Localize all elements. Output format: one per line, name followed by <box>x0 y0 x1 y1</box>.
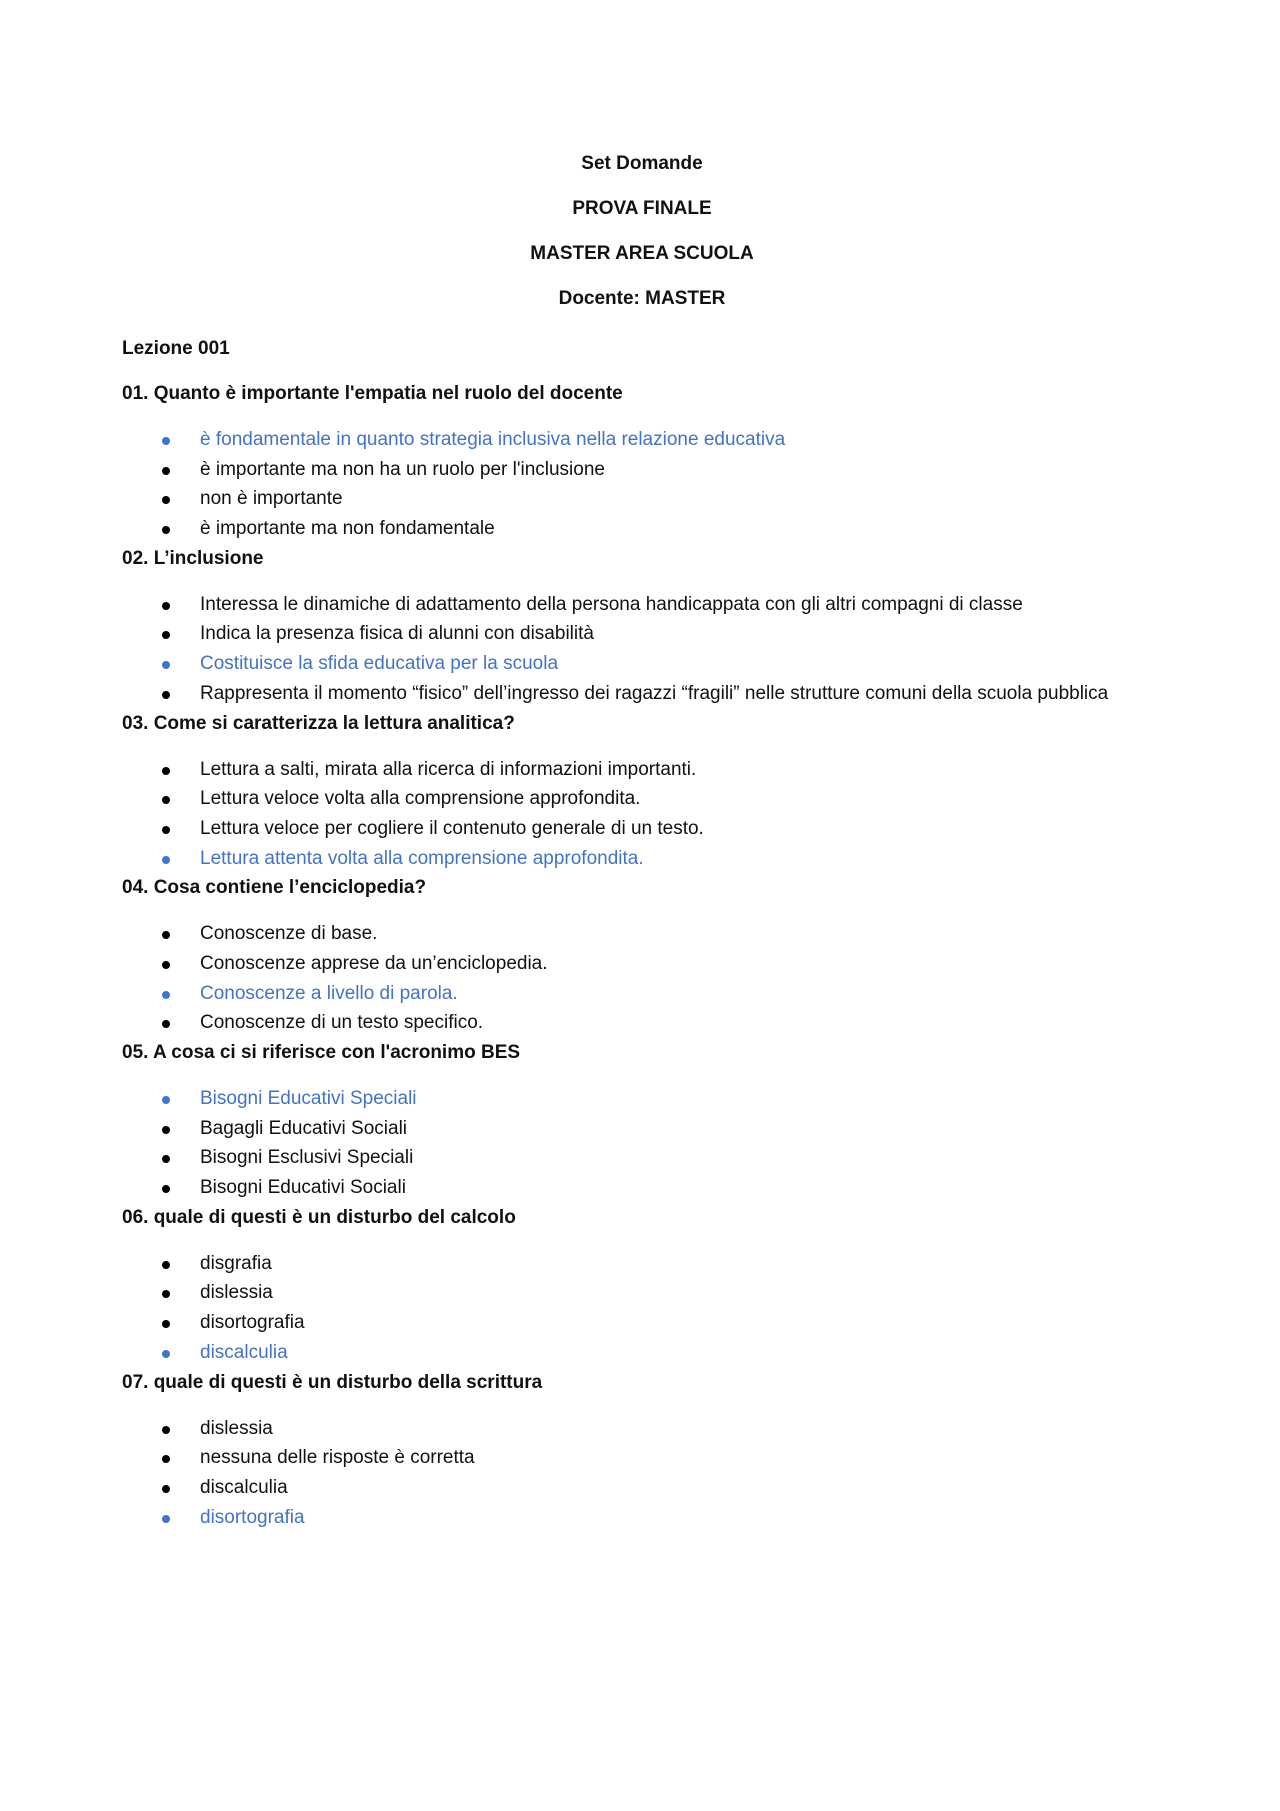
document-header <box>0 153 1280 333</box>
answer-text: Conoscenze di base. <box>200 923 378 945</box>
answer-text: Bisogni Esclusivi Speciali <box>200 1147 414 1169</box>
answer-item-correct <box>122 429 1222 451</box>
answer-item <box>122 1118 1222 1140</box>
answer-text: Indica la presenza fisica di alunni con disabilità <box>200 623 594 645</box>
answer-text: discalculia <box>200 1341 288 1363</box>
answer-text: discalculia <box>200 1476 288 1498</box>
answer-text: disortografia <box>200 1312 305 1334</box>
bullet-icon <box>162 1261 170 1269</box>
answer-text: Lettura a salti, mirata alla ricerca di informazioni importanti. <box>200 758 697 780</box>
answer-text: Conoscenze apprese da un’enciclopedia. <box>200 952 548 974</box>
bullet-icon <box>162 496 170 504</box>
question-title: 05. A cosa ci si riferisce con l'acronimo BES <box>122 1042 521 1063</box>
answer-text: Lettura veloce volta alla comprensione approfondita. <box>200 788 641 810</box>
lesson-heading: Lezione 001 <box>122 338 230 359</box>
answer-text: Lettura veloce per cogliere il contenuto generale di un testo. <box>200 817 704 839</box>
answer-list <box>122 1088 1222 1199</box>
doc-subtitle: PROVA FINALE <box>572 198 712 219</box>
answer-item <box>122 459 1222 481</box>
answer-list <box>122 759 1222 870</box>
question-title: 06. quale di questi è un disturbo del calcolo <box>122 1206 516 1228</box>
bullet-icon <box>162 991 170 999</box>
answer-item <box>122 953 1222 975</box>
question-title: 02. L’inclusione <box>122 547 264 569</box>
bullet-icon <box>162 1320 170 1328</box>
answer-item-correct <box>122 1342 1222 1364</box>
answer-item <box>122 1012 1222 1034</box>
answer-text: è importante ma non fondamentale <box>200 518 495 540</box>
question-title: 03. Come si caratterizza la lettura analitica? <box>122 712 515 734</box>
bullet-icon <box>162 661 170 669</box>
question-list <box>122 383 1222 1529</box>
bullet-icon <box>162 1426 170 1434</box>
bullet-icon <box>162 526 170 534</box>
answer-item <box>122 1253 1222 1275</box>
answer-item <box>122 683 1222 705</box>
answer-text: Costituisce la sfida educativa per la scuola <box>200 653 559 675</box>
bullet-icon <box>162 1126 170 1134</box>
answer-item-correct <box>122 848 1222 870</box>
answer-item <box>122 488 1222 510</box>
bullet-icon <box>162 826 170 834</box>
answer-item-correct <box>122 1088 1222 1110</box>
questions-content <box>122 338 1222 1536</box>
bullet-icon <box>162 1485 170 1493</box>
bullet-icon <box>162 437 170 445</box>
answer-item <box>122 759 1222 781</box>
question-block <box>122 548 1222 705</box>
answer-text: Bisogni Educativi Sociali <box>200 1177 406 1199</box>
answer-item <box>122 788 1222 810</box>
answer-list <box>122 594 1222 705</box>
answer-item <box>122 1282 1222 1304</box>
doc-course: MASTER AREA SCUOLA <box>530 243 754 264</box>
answer-text: Conoscenze di un testo specifico. <box>200 1012 484 1034</box>
answer-item <box>122 1147 1222 1169</box>
answer-text: è fondamentale in quanto strategia inclusiva nella relazione educativa <box>200 429 786 450</box>
answer-text: Lettura attenta volta alla comprensione approfondita. <box>200 847 644 869</box>
question-title: 07. quale di questi è un disturbo della scrittura <box>122 1371 543 1393</box>
answer-item <box>122 818 1222 840</box>
bullet-icon <box>162 931 170 939</box>
bullet-icon <box>162 767 170 775</box>
answer-item <box>122 1447 1222 1469</box>
answer-text: è importante ma non ha un ruolo per l'inclusione <box>200 458 605 480</box>
doc-teacher: Docente: MASTER <box>558 288 726 309</box>
answer-text: Bagagli Educativi Sociali <box>200 1117 408 1139</box>
bullet-icon <box>162 1020 170 1028</box>
bullet-icon <box>162 1185 170 1193</box>
answer-item <box>122 623 1222 645</box>
bullet-icon <box>162 1455 170 1463</box>
answer-item <box>122 594 1222 616</box>
question-title: 04. Cosa contiene l’enciclopedia? <box>122 877 427 899</box>
answer-text: non è importante <box>200 488 343 510</box>
bullet-icon <box>162 1096 170 1104</box>
answer-item <box>122 1418 1222 1440</box>
answer-text: Bisogni Educativi Speciali <box>200 1088 417 1109</box>
bullet-icon <box>162 1350 170 1358</box>
answer-item <box>122 518 1222 540</box>
bullet-icon <box>162 1515 170 1523</box>
answer-item-correct <box>122 983 1222 1005</box>
answer-list <box>122 923 1222 1034</box>
answer-item <box>122 1477 1222 1499</box>
bullet-icon <box>162 602 170 610</box>
bullet-icon <box>162 1155 170 1163</box>
bullet-icon <box>162 631 170 639</box>
answer-text: Conoscenze a livello di parola. <box>200 982 458 1004</box>
answer-item-correct <box>122 1507 1222 1529</box>
doc-title: Set Domande <box>581 153 703 174</box>
answer-text: dislessia <box>200 1417 273 1439</box>
answer-list <box>122 1253 1222 1364</box>
question-block <box>122 1372 1222 1529</box>
answer-text: nessuna delle risposte è corretta <box>200 1447 475 1469</box>
answer-text: dislessia <box>200 1282 273 1304</box>
answer-text: disortografia <box>200 1506 305 1528</box>
bullet-icon <box>162 1290 170 1298</box>
answer-list <box>122 1418 1222 1529</box>
bullet-icon <box>162 961 170 969</box>
question-block <box>122 1207 1222 1364</box>
answer-item-correct <box>122 653 1222 675</box>
answer-item <box>122 923 1222 945</box>
answer-list <box>122 429 1222 540</box>
answer-item <box>122 1312 1222 1334</box>
bullet-icon <box>162 856 170 864</box>
bullet-icon <box>162 467 170 475</box>
answer-text: Rappresenta il momento “fisico” dell’ingresso dei ragazzi “fragili” nelle strutture comuni della scuola pubblica <box>200 682 1109 704</box>
bullet-icon <box>162 691 170 699</box>
question-block <box>122 713 1222 870</box>
answer-text: Interessa le dinamiche di adattamento della persona handicappata con gli altri compagni di classe <box>200 593 1023 615</box>
question-block <box>122 383 1222 540</box>
question-block <box>122 877 1222 1034</box>
question-title: 01. Quanto è importante l'empatia nel ruolo del docente <box>122 383 623 404</box>
answer-item <box>122 1177 1222 1199</box>
question-block <box>122 1042 1222 1199</box>
answer-text: disgrafia <box>200 1252 272 1274</box>
bullet-icon <box>162 796 170 804</box>
